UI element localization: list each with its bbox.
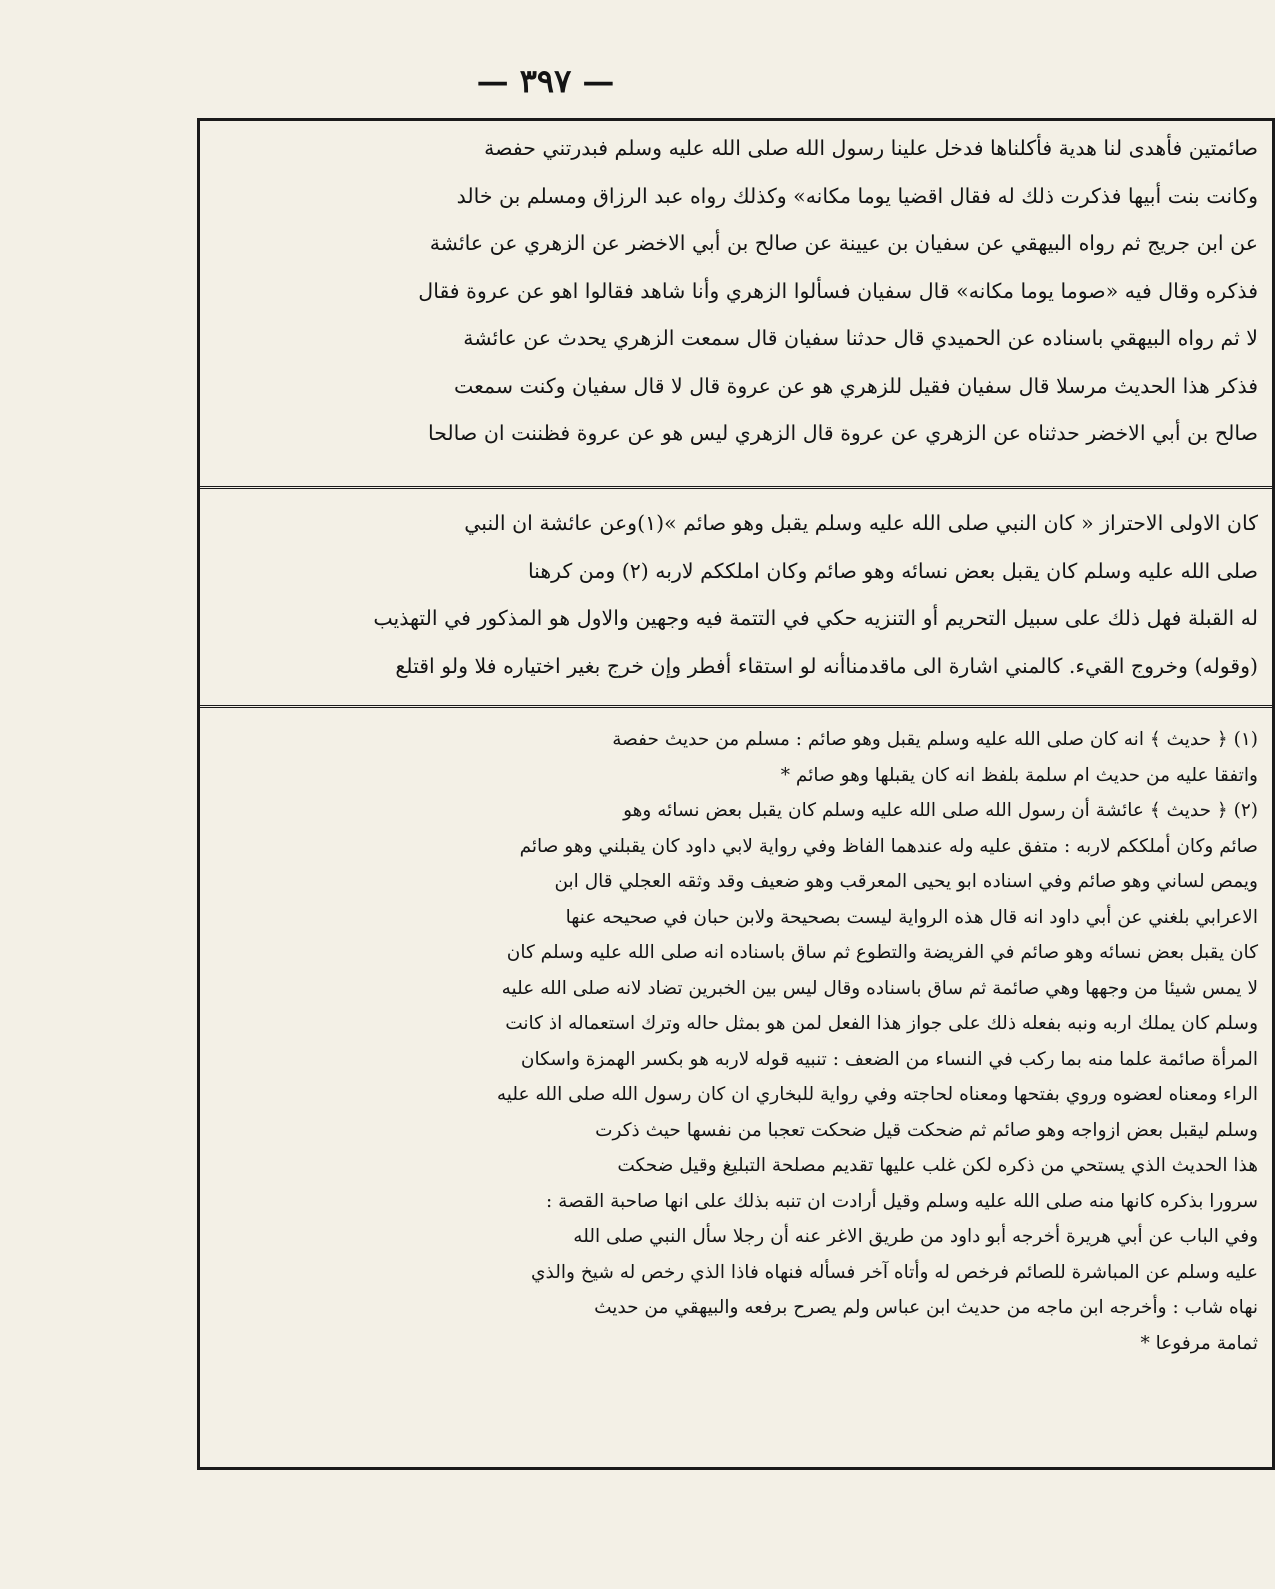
footnote-line: الراء ومعناه لعضوه وروي بفتحها ومعناه لحاجته وفي رواية للبخاري ان كان رسول الله صلى الله عليه bbox=[496, 1084, 1258, 1105]
main-text-line: صائمتين فأهدى لنا هدية فأكلناها فدخل علينا رسول الله صلى الله عليه وسلم فبدرتني حفصة bbox=[484, 136, 1258, 160]
main-text bbox=[200, 125, 1272, 480]
bottom-rule bbox=[200, 1467, 1272, 1470]
footnotes bbox=[200, 718, 1272, 1466]
main-text-line: وكانت بنت أبيها فذكرت ذلك له فقال اقضيا يوما مكانه» وكذلك رواه عبد الرزاق ومسلم بن خالد bbox=[456, 183, 1258, 208]
footnote-line: وسلم ليقبل بعض ازواجه وهو صائم ثم ضحكت قيل ضحكت تعجبا من نفسها حيث ذكرت bbox=[595, 1119, 1258, 1141]
commentary-line: له القبلة فهل ذلك على سبيل التحريم أو التنزيه حكي في التتمة فيه وجهين والاول هو المذكور في التهذيب bbox=[373, 606, 1258, 630]
footnote-line: هذا الحديث الذي يستحي من ذكره لكن غلب عليها تقديم مصلحة التبليغ وقيل ضحكت bbox=[617, 1155, 1258, 1176]
footnote-line: (٢) ﴿ حديث ﴾ عائشة أن رسول الله صلى الله عليه وسلم كان يقبل بعض نسائه وهو bbox=[623, 800, 1258, 821]
commentary-line: (وقوله) وخروج القيء. كالمني اشارة الى ماقدمناأنه لو استقاء أفطر وإن خرج بغير اختياره فلا ولو اقتلع bbox=[395, 653, 1258, 678]
main-text-line: صالح بن أبي الاخضر حدثناه عن الزهري عن عروة قال الزهري ليس هو عن عروة فظننت ان صالحا bbox=[427, 421, 1258, 445]
footnote-line: نهاه شاب : وأخرجه ابن ماجه من حديث ابن عباس ولم يصرح برفعه والبيهقي من حديث bbox=[594, 1297, 1258, 1318]
main-text-line: فذكره وقال فيه «صوما يوما مكانه» قال سفيان فسألوا الزهري وأنا شاهد فقالوا اهو عن عروة فقال bbox=[418, 278, 1258, 303]
main-text-line: لا ثم رواه البيهقي باسناده عن الحميدي قال حدثنا سفيان قال سمعت الزهري يحدث عن عائشة bbox=[463, 326, 1258, 350]
section-divider bbox=[200, 486, 1272, 489]
commentary-text bbox=[200, 500, 1272, 690]
footnote-line: سرورا بذكره كانها منه صلى الله عليه وسلم وقيل أرادت ان تنبه بذلك على انها صاحبة القصة : bbox=[546, 1190, 1258, 1212]
commentary-line: صلى الله عليه وسلم كان يقبل بعض نسائه وهو صائم وكان املككم لاربه (٢) ومن كرهنا bbox=[527, 558, 1258, 583]
section-divider bbox=[200, 705, 1272, 708]
footnote-line: وفي الباب عن أبي هريرة أخرجه أبو داود من طريق الاغر عنه أن رجلا سأل النبي صلى الله bbox=[573, 1226, 1258, 1247]
footnote-line: الاعرابي بلغني عن أبي داود انه قال هذه الرواية ليست بصحيحة ولابن حبان في صحيحه عنها bbox=[565, 906, 1258, 928]
main-text-line: عن ابن جريج ثم رواه البيهقي عن سفيان بن عيينة عن صالح بن أبي الاخضر عن الزهري عن عائشة bbox=[429, 231, 1258, 255]
footnote-line: صائم وكان أملككم لاربه : متفق عليه وله عندهما الفاظ وفي رواية لابي داود كان يقبلني وهو صائم bbox=[519, 835, 1258, 857]
footnote-line: لا يمس شيئا من وجهها وهي صائمة ثم ساق باسناده وقال ليس بين الخبرين تضاد لانه صلى الله عليه bbox=[501, 977, 1258, 999]
footnote-line: وسلم كان يملك اربه ونبه بفعله ذلك على جواز هذا الفعل لمن هو بمثل حاله وترك استعماله اذ كانت bbox=[505, 1013, 1258, 1034]
footnote-line: واتفقا عليه من حديث ام سلمة بلفظ انه كان يقبلها وهو صائم * bbox=[780, 764, 1258, 786]
footnote-line: كان يقبل بعض نسائه وهو صائم في الفريضة والتطوع ثم ساق باسناده انه صلى الله عليه وسلم كان bbox=[506, 942, 1258, 963]
footnote-line: ويمص لساني وهو صائم وفي اسناده ابو يحيى المعرقب وهو ضعيف وقد وثقه العجلي قال ابن bbox=[554, 871, 1258, 892]
footnote-line: ثمامة مرفوعا * bbox=[1140, 1332, 1258, 1354]
page-number: — ٣٩٧ — bbox=[476, 62, 615, 100]
footnote-line: عليه وسلم عن المباشرة للصائم فرخص له وأتاه آخر فسأله فنهاه فاذا الذي رخص له شيخ والذي bbox=[531, 1261, 1258, 1283]
footnote-line: المرأة صائمة علما منه بما ركب في النساء من الضعف : تنبيه قوله لاربه هو بكسر الهمزة واسكان bbox=[520, 1048, 1258, 1070]
commentary-line: كان الاولى الاحتراز « كان النبي صلى الله عليه وسلم يقبل وهو صائم »(١)وعن عائشة ان النبي bbox=[464, 511, 1258, 535]
footnote-line: (١) ﴿ حديث ﴾ انه كان صلى الله عليه وسلم يقبل وهو صائم : مسلم من حديث حفصة bbox=[612, 729, 1258, 750]
main-text-line: فذكر هذا الحديث مرسلا قال سفيان فقيل للزهري هو عن عروة قال لا قال سفيان وكنت سمعت bbox=[453, 373, 1258, 398]
